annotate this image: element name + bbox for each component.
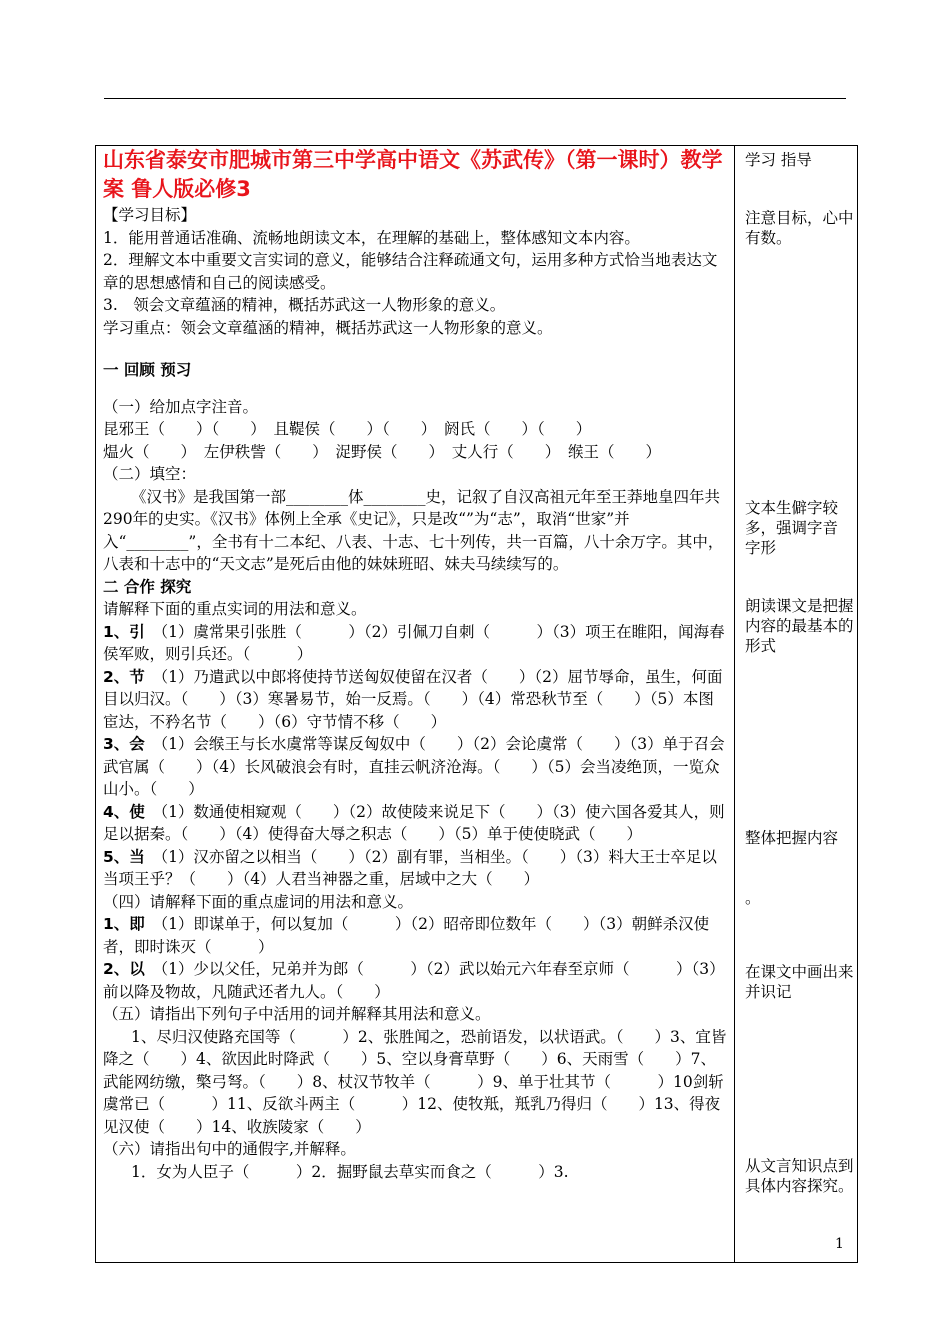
particle-heading: （四）请解释下面的重点虚词的用法和意义。 [103,892,414,911]
word-item: 5、当 （1）汉亦留之以相当（ ）（2）副有罪，当相坐。（ ）（3）料大王士卒足以当项王乎？（ ）（4）人君当神器之重，居域中之大（ ） [103,847,717,888]
key-point: 学习重点：领会文章蕴涵的精神，概括苏武这一人物形象的意义。 [103,318,553,337]
section-explore: 二 合作 探究 [103,577,192,596]
phonetic-line-2: 煴火（ ） 左伊秩訾（ ） 浞野侯（ ） 丈人行（ ） 缑王（ ） [103,442,662,461]
side-note-reading: 朗读课文是把握内容的最基本的形式 [745,597,854,655]
goals-heading: 【学习目标】 [103,206,197,224]
loanword-heading: （六）请指出句中的通假字,并解释。 [103,1140,356,1158]
particle-item: 2、以 （1）少以父任，兄弟并为郎（ ）（2）武以始元六年春至京师（ ）（3）前以降及物故，凡随武还者九人。（ ） [103,960,725,1001]
explore-intro: 请解释下面的重点实词的用法和意义。 [103,600,367,618]
word-item: 2、节 （1）乃遣武以中郎将使持节送匈奴使留在汉者（ ）（2）屈节辱命，虽生，何面目以归汉。（ ）（3）寒暑易节，始一反焉。（ ）（4）常恐秋节至（ ）（5）本图宦达，不矜名节（ ）（6）守节情不移（ ） [103,667,723,731]
usage-heading: （五）请指出下列句子中活用的词并解释其用法和意义。 [103,1005,491,1023]
page-number: 1 [835,1236,844,1252]
main-column [103,146,729,1258]
goal-3: 3. 领会文章蕴涵的精神，概括苏武这一人物形象的意义。 [103,296,506,314]
fill-heading: （二）填空： [103,465,197,483]
phonetic-heading: （一）给加点字注音。 [103,397,259,416]
side-note-dot: 。 [745,889,761,907]
side-note-overview: 整体把握内容 [745,829,839,847]
header-rule [104,98,846,99]
section-review: 一 回顾 预习 [103,361,192,379]
goal-1: 1．能用普通话准确、流畅地朗读文本，在理解的基础上，整体感知文本内容。 [103,228,640,247]
phonetic-line-1: 昆邪王（ ）（ ） 且鞮侯（ ）（ ） 阏氏（ ）（ ） [103,420,592,438]
side-note-guide: 学习 指导 [745,151,812,169]
side-note-mark: 在课文中画出来并识记 [745,963,854,1001]
side-note-explore: 从文言知识点到具体内容探究。 [745,1157,854,1195]
side-note-pronunciation: 文本生僻字较多，强调字音 字形 [745,499,839,557]
column-divider [734,145,735,1263]
usage-items: 1、尽归汉使路充国等（ ）2、张胜闻之，恐前语发，以状语武。（ ）3、宜皆降之（ ）4、欲因此时降武（ ）5、空以身膏草野（ ）6、天雨雪（ ）7、武能网纺缴，檠弓弩。（ ）8、杖汉节牧羊（ ）9、单于壮其节（ ）10剑斩虞常已（ ）11、反欲斗两主（ ）12、使牧羝，羝乳乃得归（ ）13、得夜见汉使（ ）14、收族陵家（ ） [103,1027,727,1136]
fill-paragraph: 《汉书》是我国第一部________体________史，记叙了自汉高祖元年至王莽地皇四年共290年的史实。《汉书》体例上全承《史记》，只是改“”为“志”，取消“世家”并入“________”，全书有十二本纪、八表、十志、七十列传，共一百篇，八十余万字。其中，八表和十志中的“天文志”是死后由他的妹妹班昭、妹夫马续续写的。 [103,487,724,573]
goal-2: 2．理解文本中重要文言实词的意义，能够结合注释疏通文句，运用多种方式恰当地表达文章的思想感情和自己的阅读感受。 [103,251,718,292]
side-note-goals: 注意目标，心中有数。 [745,209,854,247]
word-item: 3、会 （1）会缑王与长水虞常等谋反匈奴中（ ）（2）会论虞常（ ）（3）单于召会武官属（ ）（4）长风破浪会有时，直挂云帆济沧海。（ ）（5）会当凌绝顶，一览众山小。（ ） [103,735,725,798]
word-item: 1、引 （1）虞常果引张胜（ ）（2）引佩刀自刺（ ）（3）项王在睢阳，闻海春侯军败，则引兵还。（ ） [103,622,725,663]
particle-item: 1、即 （1）即谋单于，何以复加（ ）（2）昭帝即位数年（ ）（3）朝鲜杀汉使者，即时诛灭（ ） [103,915,710,956]
word-item: 4、使 （1）数通使相窥观（ ）（2）故使陵来说足下（ ）（3）使六国各爱其人，则足以据秦。（ ）（4）使得奋大辱之积志（ ）（5）单于使使晓武（ ） [103,802,725,843]
loanword-items: 1．女为人臣子（ ）2．掘野鼠去草实而食之（ ）3. [131,1162,569,1181]
document-title: 山东省泰安市肥城市第三中学高中语文《苏武传》（第一课时）教学案 鲁人版必修3 [103,148,723,201]
